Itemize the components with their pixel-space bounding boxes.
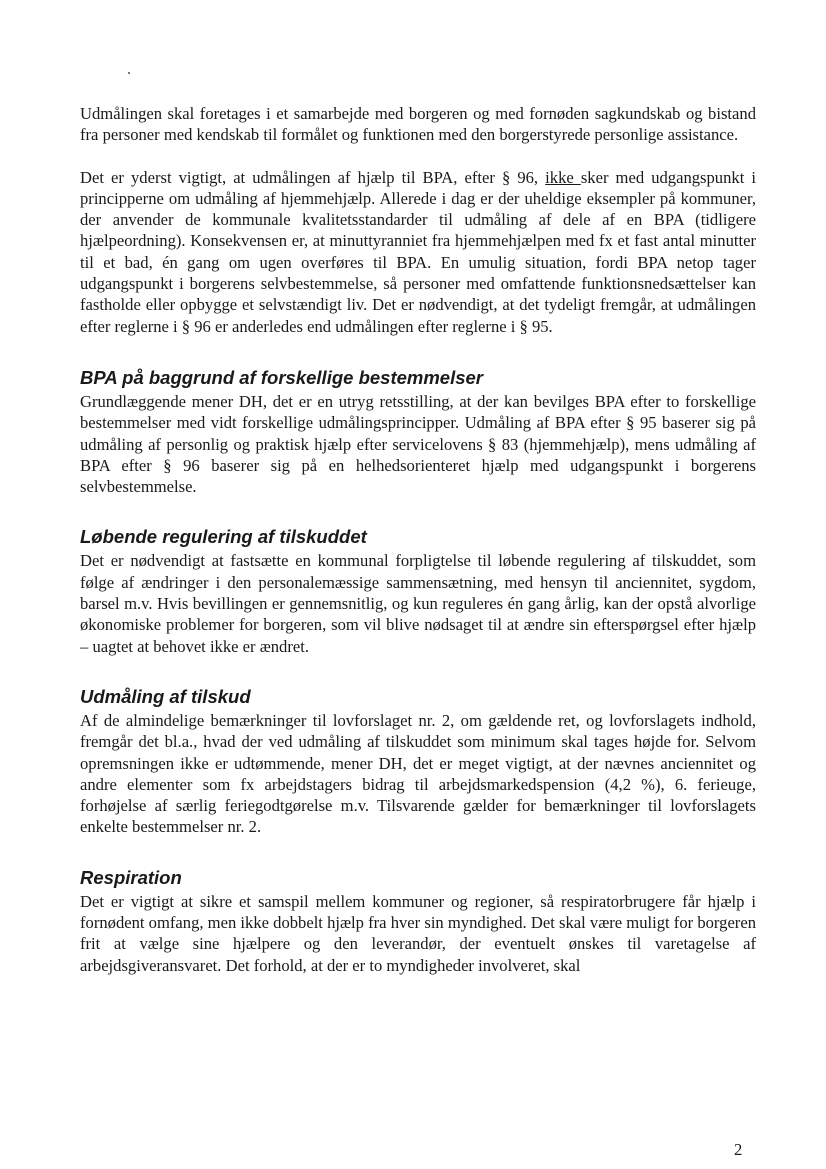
section-bpa-basis (80, 367, 756, 497)
section-body: Af de almindelige bemærkninger til lovforslaget nr. 2, om gældende ret, og lovforslagets indhold, fremgår det bl.a., hvad der ved udmåling af tilskuddet som minimum skal tages højde for. Selvom opremsningen ikke er udtømmende, mener DH, det er meget vigtigt, at der nævnes anciennitet og andre elementer som fx arbejdstagers bidrag til arbejdsmarkedspension (4,2 %), 6. ferieuge, forhøjelse af særlig feriegodtgørelse m.v. Tilsvarende gælder for bemærkninger til lovforslagets enkelte bestemmelser nr. 2. (80, 710, 756, 837)
section-regulation (80, 526, 756, 656)
intro-paragraph-2-start: Det er yderst vigtigt, at udmålingen af hjælp til BPA, efter § 96, (80, 167, 546, 187)
section-grant-measurement (80, 686, 756, 838)
page-number: 2 (734, 1140, 743, 1159)
intro-paragraph-1: Udmålingen skal foretages i et samarbejde med borgeren og med fornøden sagkundskab og bistand fra personer med kendskab til formålet og funktionen med den borgerstyrede personlige assistance. (80, 104, 756, 145)
document-body (80, 103, 756, 976)
section-heading: Udmåling af tilskud (80, 685, 251, 707)
scan-speck (128, 72, 130, 74)
section-heading: BPA på baggrund af forskellige bestemmelser (80, 366, 483, 388)
section-body: Det er nødvendigt at fastsætte en kommunal forpligtelse til løbende regulering af tilskuddet, som følge af ændringer i den personalemæssige sammensætning, med hensyn til anciennitet, sygdom, barsel m.v. Hvis bevillingen er gennemsnitlig, og kun reguleres én gang årlig, kan der opstå alvorlige økonomiske problemer for borgeren, som vil blive nødsaget til at ændre sin efterspørgsel efter hjælp – uagtet at behovet ikke er ændret. (80, 551, 756, 656)
paragraph-gap (80, 146, 756, 167)
section-body: Det er vigtigt at sikre et samspil mellem kommuner og regioner, så respiratorbrugere får hjælp i fornødent omfang, men ikke dobbelt hjælp fra hver sin myndighed. Det skal være muligt for borgeren frit at vælge sine hjælpere og den leverandør, der eventuelt ønskes til varetagelse af arbejdsgiveransvaret. Det forhold, at der er to myndigheder involveret, skal (80, 891, 756, 975)
section-body: Grundlæggende mener DH, det er en utryg retsstilling, at der kan bevilges BPA efter to forskellige bestemmelser med vidt forskellige udmålingsprincipper. Udmåling af BPA efter § 95 baserer sig på udmåling af personlig og praktisk hjælp efter servicelovens § 83 (hjemmehjælp), mens udmåling af BPA efter § 96 baserer sig på en helhedsorienteret hjælp med udgangspunkt i borgerens selvbestemmelse. (80, 391, 756, 497)
intro-paragraph-2-rest: sker med udgangspunkt i principperne om udmåling af hjemmehjælp. Allerede i dag er der uheldige eksempler på kommuner, der anvender de kommunale kvalitetsstandarder til udmåling af dele af en BPA (tidligere hjælpeordning). Konsekvensen er, at minuttyranniet fra hjemmehjælpen med fx et fast antal minutter til et bad, én gang om ugen overføres til BPA. En umulig situation, fordi BPA netop tager udgangspunkt i borgerens selvbestemmelse, så personer med omfattende funktionsnedsættelser kan fastholde eller opbygge et selvstændigt liv. Det er nødvendigt, at det tydeligt fremgår, at udmålingen efter reglerne i § 96 er anderledes end udmålingen efter reglerne i § 95. (80, 167, 756, 336)
underlined-word: ikke (545, 167, 581, 187)
intro-paragraph-2 (80, 167, 756, 337)
section-heading: Respiration (80, 866, 182, 888)
section-respiration (80, 867, 756, 976)
section-heading: Løbende regulering af tilskuddet (80, 526, 367, 548)
